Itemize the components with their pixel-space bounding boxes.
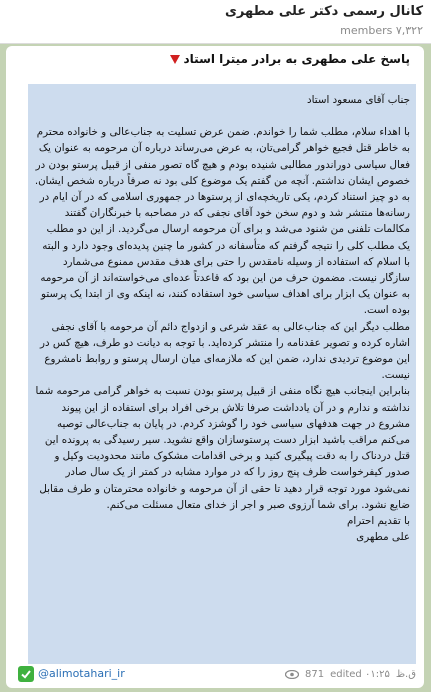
letter-paragraph: بنابراین اینجانب هیچ نگاه منفی از قبیل پرستو بودن نسبت به خواهر گرامی مرحومه شما نداشته و ندارم و در آن یادداشت صرفا تلاش برخی افراد برای استفاده از این پیوند مشروع در جهت هدفهای سیاسی خود را گوشزد کردم. در پایان به جناب‌عالی توصیه می‌کنم مراقب باشید ابزار دست پرستوسازان واقع نشوید. سیر رسیدگی به پرونده این قتل دردناک را به دقت پیگیری کنید و برخی اقدامات مشکوک مانند محدودیت وکیل و صدور کیفرخواست ظرف پنج روز را که در موارد مشابه در کمتر از یک سال صادر نمی‌شود مورد توجه قرار دهید تا حقی از آن مرحومه و خانواده محترمتان و طرف مقابل ضایع نشود. برای شما آرزوی صبر و اجر از خدای متعال مسئلت می‌کنم. xyxy=(35,385,410,511)
message-meta xyxy=(285,669,416,680)
channel-title: کانال رسمی دکتر علی مطهری xyxy=(225,4,423,19)
edited-time: edited ۰۱:۲۵ xyxy=(330,669,390,680)
message-footer xyxy=(6,666,424,688)
message-bubble[interactable] xyxy=(6,46,424,688)
check-box-icon xyxy=(18,666,34,682)
red-triangle-icon xyxy=(170,55,180,64)
letter-signature: علی مطهری xyxy=(356,531,410,544)
time-suffix: ق.ظ xyxy=(395,669,416,680)
letter-paragraph: مطلب دیگر این که جناب‌عالی به عقد شرعی و ازدواج دائم آن مرحومه با آقای نجفی اشاره کرده و تصویر عقدنامه را منتشر کرده‌اید. با توجه به دیانت دو طرف، هیچ کس در این موضوع تردیدی ندارد، ضمن این که ملازمه‌ای میان ارسال پرستو و روابط نامشروع نیست. xyxy=(40,320,410,382)
letter-closing: با تقدیم احترام xyxy=(347,515,410,528)
letter-paragraph: با اهداء سلام، مطلب شما را خواندم. ضمن عرض تسلیت به جناب‌عالی و خانواده محترم به خاطر قتل فجیع خواهر گرامی‌تان، به عرض می‌رساند درباره آن مرحومه به عنوان یک فعال سیاسی دوراندور مطالبی شنیده بودم و هیچ گاه تصور منفی از قبیل پرستو بودن در خصوص ایشان نداشتم. آنچه من گفتم یک موضوع کلی بود نه صرفاً درباره شخص ایشان. به دو چیز استناد کردم، یکی تاریخچه‌ای از پرستوها در جمهوری اسلامی که در آن ایام در رسانه‌ها منتشر شد و دوم سخن خود آقای نجفی که در مصاحبه با خبرنگاران گفتند مکالمات تلفنی من شنود می‌شد و برای آن مرحومه ارسال می‌گردید. از این دو مطلب یک مطلب کلی را نتیجه گرفتم که متأسفانه در کشور ما چنین پدیده‌ای وجود دارد و البته با اسلام که استفاده از وسیله نامقدس را حتی برای هدف مقدس ممنوع می‌شمارد سازگار نیست. مضمون حرف من این بود که قاعدتاً عده‌ای می‌خواسته‌اند از آن مرحومه به عنوان یک ابزار برای اهداف سیاسی خود استفاده کنند، نه اینکه وی از ابتدا یک پرستو بوده است. xyxy=(34,126,410,317)
channel-handle-link[interactable]: @alimotahari_ir xyxy=(38,667,125,680)
message-title xyxy=(170,52,410,66)
view-count: 871 xyxy=(304,669,325,680)
member-count: ۷,۳۲۲ members xyxy=(340,24,423,37)
message-title-text: پاسخ علی مطهری به برادر میترا استاد xyxy=(183,52,410,66)
quoted-letter xyxy=(28,84,416,664)
channel-header[interactable] xyxy=(0,0,431,44)
letter-salutation: جناب آقای مسعود استاد xyxy=(307,94,410,106)
eye-icon xyxy=(285,670,299,679)
